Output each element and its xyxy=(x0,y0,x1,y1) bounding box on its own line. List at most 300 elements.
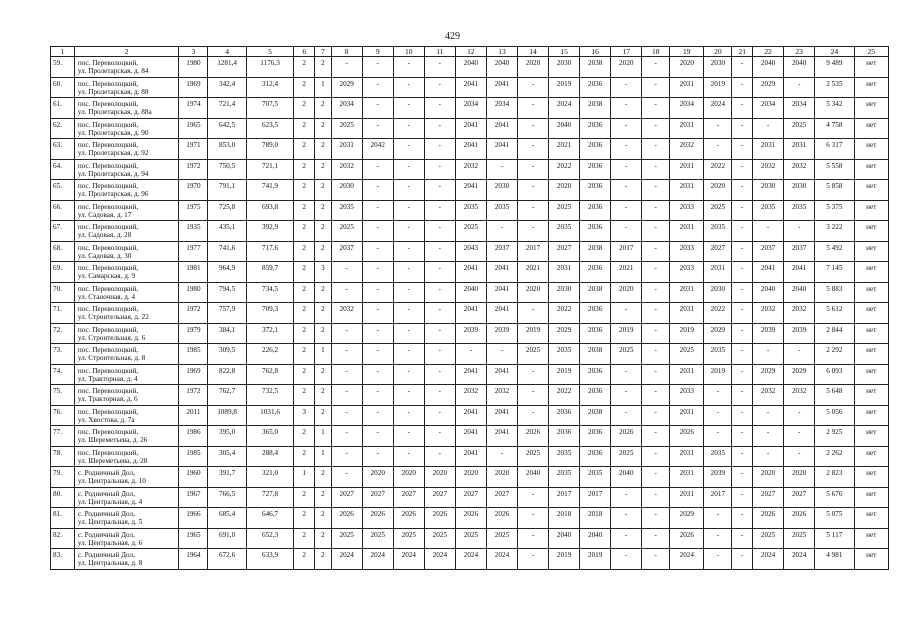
table-cell: - xyxy=(611,508,642,529)
table-cell: нет xyxy=(854,385,888,406)
table-cell: - xyxy=(784,77,815,98)
table-cell: - xyxy=(331,57,362,78)
table-cell: 2041 xyxy=(486,303,517,324)
table-cell: 2030 xyxy=(704,57,732,78)
table-cell: 2 xyxy=(315,282,332,303)
table-cell: 672,6 xyxy=(208,549,246,570)
building-address: с. Родничный Дол, ул. Центральная, д. 5 xyxy=(74,508,179,529)
table-cell: 2 xyxy=(315,118,332,139)
table-cell: 2033 xyxy=(670,241,704,262)
table-cell: 2 xyxy=(294,139,315,160)
table-cell: 2 xyxy=(294,446,315,467)
row-number: 83. xyxy=(51,549,75,570)
table-cell: 2040 xyxy=(753,57,784,78)
table-cell: - xyxy=(362,405,393,426)
column-number-22: 22 xyxy=(753,47,784,57)
building-address: пос. Переволоцкий, ул. Пролетарская, д. 88 xyxy=(74,77,179,98)
table-cell: - xyxy=(611,487,642,508)
table-cell: - xyxy=(362,241,393,262)
column-number-23: 23 xyxy=(784,47,815,57)
table-cell: 691,0 xyxy=(208,528,246,549)
table-cell: 2024 xyxy=(753,549,784,570)
table-cell: 2027 xyxy=(393,487,424,508)
table-cell: 2031 xyxy=(784,139,815,160)
table-cell: 2035 xyxy=(753,200,784,221)
table-cell: - xyxy=(393,241,424,262)
table-cell: 1980 xyxy=(179,282,208,303)
table-cell: 2035 xyxy=(331,200,362,221)
cost-cell: 5 056 xyxy=(815,405,854,426)
table-cell: 1970 xyxy=(179,180,208,201)
table-cell: 2029 xyxy=(549,323,580,344)
table-cell: 2038 xyxy=(580,282,611,303)
table-cell: 2024 xyxy=(331,549,362,570)
table-cell: - xyxy=(362,282,393,303)
table-cell: - xyxy=(732,446,753,467)
table-cell: 2024 xyxy=(424,549,455,570)
table-cell: 2019 xyxy=(518,323,549,344)
table-cell: 2019 xyxy=(704,364,732,385)
table-cell: 2020 xyxy=(753,467,784,488)
table-cell: 2029 xyxy=(704,323,732,344)
table-cell: 2037 xyxy=(784,241,815,262)
table-cell: - xyxy=(753,446,784,467)
table-cell: 1965 xyxy=(179,528,208,549)
table-cell: - xyxy=(393,139,424,160)
table-cell: 2039 xyxy=(784,323,815,344)
table-cell: 2 xyxy=(294,323,315,344)
table-cell: 2011 xyxy=(179,405,208,426)
table-cell: - xyxy=(518,200,549,221)
building-address: пос. Переволоцкий, ул. Пролетарская, д. 94 xyxy=(74,159,179,180)
table-cell: 2031 xyxy=(670,221,704,242)
table-cell: - xyxy=(611,139,642,160)
table-cell: - xyxy=(393,405,424,426)
table-cell: 2020 xyxy=(518,57,549,78)
building-address: пос. Переволоцкий, ул. Садовая, д. 17 xyxy=(74,200,179,221)
table-cell: 2 xyxy=(315,57,332,78)
table-cell: 693,8 xyxy=(246,200,294,221)
table-cell: 2041 xyxy=(486,118,517,139)
table-cell: 1972 xyxy=(179,159,208,180)
table-cell: - xyxy=(362,426,393,447)
table-cell: - xyxy=(331,323,362,344)
table-cell: - xyxy=(732,118,753,139)
table-cell: 2034 xyxy=(331,98,362,119)
table-cell: 2 xyxy=(294,118,315,139)
table-cell: - xyxy=(393,159,424,180)
table-row xyxy=(51,159,889,180)
table-cell: - xyxy=(424,282,455,303)
table-cell: - xyxy=(362,180,393,201)
table-cell: - xyxy=(732,77,753,98)
row-number: 65. xyxy=(51,180,75,201)
table-cell: 2 xyxy=(315,487,332,508)
table-cell: 2031 xyxy=(670,364,704,385)
table-cell: 2017 xyxy=(518,241,549,262)
table-cell: 2025 xyxy=(549,200,580,221)
table-cell: 2032 xyxy=(670,139,704,160)
table-cell: 741,6 xyxy=(208,241,246,262)
table-cell: 2041 xyxy=(455,118,486,139)
column-number-10: 10 xyxy=(393,47,424,57)
table-cell: 2020 xyxy=(362,467,393,488)
table-cell: 732,5 xyxy=(246,385,294,406)
table-cell: 1281,4 xyxy=(208,57,246,78)
table-cell: 2035 xyxy=(549,221,580,242)
table-cell: 2031 xyxy=(670,118,704,139)
building-address: с. Родничный Дол, ул. Центральная, д. 10 xyxy=(74,467,179,488)
table-cell: - xyxy=(486,344,517,365)
building-address: пос. Переволоцкий, ул. Строительная, д. 8 xyxy=(74,344,179,365)
table-row xyxy=(51,282,889,303)
table-cell: - xyxy=(642,385,670,406)
table-cell: - xyxy=(518,549,549,570)
table-cell: 312,4 xyxy=(246,77,294,98)
table-cell: 2024 xyxy=(393,549,424,570)
table-cell: - xyxy=(393,364,424,385)
table-cell: 2035 xyxy=(704,446,732,467)
table-cell: - xyxy=(362,303,393,324)
table-cell: - xyxy=(518,118,549,139)
table-cell: 2024 xyxy=(704,98,732,119)
table-cell: - xyxy=(518,159,549,180)
table-cell: - xyxy=(424,57,455,78)
table-cell: - xyxy=(424,241,455,262)
table-cell: - xyxy=(331,344,362,365)
table-cell: - xyxy=(732,364,753,385)
table-cell: - xyxy=(732,180,753,201)
table-cell: 1986 xyxy=(179,426,208,447)
table-cell: 2025 xyxy=(362,528,393,549)
table-cell: - xyxy=(393,426,424,447)
row-number: 71. xyxy=(51,303,75,324)
table-cell: нет xyxy=(854,344,888,365)
table-cell: - xyxy=(784,221,815,242)
table-cell: - xyxy=(704,139,732,160)
table-cell: 2027 xyxy=(424,487,455,508)
table-cell: - xyxy=(642,118,670,139)
table-cell: 2018 xyxy=(549,508,580,529)
table-cell: - xyxy=(642,344,670,365)
table-cell: - xyxy=(611,528,642,549)
building-address: пос. Переволоцкий, ул. Садовая, д. 28 xyxy=(74,221,179,242)
table-cell: 2022 xyxy=(549,159,580,180)
table-cell: 392,9 xyxy=(246,221,294,242)
table-cell: 633,9 xyxy=(246,549,294,570)
table-cell: - xyxy=(784,426,815,447)
table-row xyxy=(51,426,889,447)
table-cell: 2041 xyxy=(455,77,486,98)
housing-register-table xyxy=(50,46,889,570)
table-cell: - xyxy=(393,446,424,467)
building-address: с. Родничный Дол, ул. Центральная, д. 4 xyxy=(74,487,179,508)
table-cell: нет xyxy=(854,159,888,180)
table-cell: 2020 xyxy=(455,467,486,488)
building-address: пос. Переволоцкий, ул. Пролетарская, д. 92 xyxy=(74,139,179,160)
table-cell: 2 xyxy=(315,159,332,180)
table-cell: 2026 xyxy=(331,508,362,529)
table-cell: 2019 xyxy=(549,549,580,570)
cost-cell: 9 489 xyxy=(815,57,854,78)
building-address: пос. Переволоцкий, ул. Пролетарская, д. 96 xyxy=(74,180,179,201)
table-cell: - xyxy=(753,344,784,365)
cost-cell: 2 292 xyxy=(815,344,854,365)
table-cell: 2040 xyxy=(455,282,486,303)
table-cell: нет xyxy=(854,426,888,447)
table-cell: 2 xyxy=(294,282,315,303)
table-cell: 2020 xyxy=(611,282,642,303)
table-cell: 2041 xyxy=(486,77,517,98)
table-cell: - xyxy=(732,282,753,303)
table-cell: 2 xyxy=(294,262,315,283)
row-number: 63. xyxy=(51,139,75,160)
table-cell: - xyxy=(611,385,642,406)
cost-cell: 5 117 xyxy=(815,528,854,549)
table-cell: 2 xyxy=(315,200,332,221)
table-cell: - xyxy=(642,57,670,78)
table-cell: - xyxy=(753,405,784,426)
table-cell: 2 xyxy=(294,303,315,324)
table-cell: 2027 xyxy=(784,487,815,508)
table-row xyxy=(51,98,889,119)
table-cell: 1972 xyxy=(179,385,208,406)
column-number-21: 21 xyxy=(732,47,753,57)
table-cell: - xyxy=(611,77,642,98)
table-cell: - xyxy=(611,364,642,385)
table-cell: 2026 xyxy=(670,528,704,549)
table-cell: 2034 xyxy=(455,98,486,119)
table-cell: 2041 xyxy=(455,405,486,426)
table-cell: 2030 xyxy=(486,180,517,201)
row-number: 80. xyxy=(51,487,75,508)
table-cell: - xyxy=(393,118,424,139)
table-row xyxy=(51,77,889,98)
table-cell: - xyxy=(518,77,549,98)
row-number: 60. xyxy=(51,77,75,98)
table-cell: - xyxy=(642,221,670,242)
table-cell: - xyxy=(518,98,549,119)
table-cell: - xyxy=(704,528,732,549)
table-cell: 2040 xyxy=(580,528,611,549)
table-cell: 2 xyxy=(294,221,315,242)
table-cell: - xyxy=(362,77,393,98)
column-number-15: 15 xyxy=(549,47,580,57)
cost-cell: 2 535 xyxy=(815,77,854,98)
building-address: пос. Переволоцкий, ул. Строительная, д. 22 xyxy=(74,303,179,324)
table-cell: 2032 xyxy=(784,303,815,324)
table-cell: - xyxy=(642,159,670,180)
table-cell: 2040 xyxy=(549,528,580,549)
table-cell: - xyxy=(642,200,670,221)
row-number: 78. xyxy=(51,446,75,467)
table-cell: 2 xyxy=(315,303,332,324)
row-number: 68. xyxy=(51,241,75,262)
table-cell: 2040 xyxy=(784,57,815,78)
table-cell: 2041 xyxy=(486,405,517,426)
cost-cell: 3 222 xyxy=(815,221,854,242)
table-cell: 2035 xyxy=(549,344,580,365)
table-cell: - xyxy=(424,262,455,283)
table-cell: 2036 xyxy=(580,118,611,139)
table-cell: 762,8 xyxy=(246,364,294,385)
table-cell: - xyxy=(518,385,549,406)
table-cell: 1964 xyxy=(179,549,208,570)
table-cell: 2036 xyxy=(549,405,580,426)
table-cell: 2041 xyxy=(455,262,486,283)
table-cell: 2022 xyxy=(704,303,732,324)
table-cell: 789,0 xyxy=(246,139,294,160)
table-cell: 2 xyxy=(294,364,315,385)
table-cell: - xyxy=(732,323,753,344)
row-number: 77. xyxy=(51,426,75,447)
table-cell: 2025 xyxy=(784,118,815,139)
table-cell: 2035 xyxy=(784,200,815,221)
cost-cell: 4 981 xyxy=(815,549,854,570)
table-cell: 2026 xyxy=(670,426,704,447)
table-cell: 2038 xyxy=(580,57,611,78)
table-cell: 2019 xyxy=(549,77,580,98)
table-cell: 2027 xyxy=(486,487,517,508)
table-cell: 2019 xyxy=(704,77,732,98)
table-cell: 2027 xyxy=(455,487,486,508)
table-cell: нет xyxy=(854,528,888,549)
table-cell: 2036 xyxy=(580,77,611,98)
table-cell: 2024 xyxy=(549,98,580,119)
row-number: 64. xyxy=(51,159,75,180)
table-cell: - xyxy=(732,426,753,447)
table-cell: 2031 xyxy=(753,139,784,160)
table-cell: - xyxy=(362,446,393,467)
table-cell: 2021 xyxy=(518,262,549,283)
table-row xyxy=(51,262,889,283)
table-cell: 2027 xyxy=(704,241,732,262)
table-cell: - xyxy=(704,118,732,139)
table-cell: 2041 xyxy=(486,426,517,447)
table-cell: 2024 xyxy=(670,549,704,570)
table-cell: 2 xyxy=(294,98,315,119)
table-cell: 2034 xyxy=(784,98,815,119)
table-cell: 2035 xyxy=(455,200,486,221)
table-row xyxy=(51,323,889,344)
table-cell: - xyxy=(518,528,549,549)
table-cell: - xyxy=(611,549,642,570)
table-cell: 2030 xyxy=(753,180,784,201)
table-cell: - xyxy=(393,221,424,242)
table-cell: 2027 xyxy=(549,241,580,262)
table-cell: нет xyxy=(854,446,888,467)
table-cell: 2 xyxy=(315,323,332,344)
table-cell: 2025 xyxy=(331,221,362,242)
table-cell: 2 xyxy=(315,180,332,201)
table-cell: 2037 xyxy=(753,241,784,262)
table-cell: нет xyxy=(854,77,888,98)
table-cell: 2036 xyxy=(580,221,611,242)
table-cell: - xyxy=(642,241,670,262)
table-cell: 2035 xyxy=(486,200,517,221)
table-cell: 1971 xyxy=(179,139,208,160)
table-cell: - xyxy=(732,200,753,221)
table-cell: 2 xyxy=(315,549,332,570)
table-cell: - xyxy=(518,364,549,385)
table-cell: 2020 xyxy=(704,180,732,201)
table-cell: 750,5 xyxy=(208,159,246,180)
table-cell: нет xyxy=(854,323,888,344)
table-row xyxy=(51,118,889,139)
table-cell: - xyxy=(424,405,455,426)
table-cell: 2041 xyxy=(455,446,486,467)
table-cell: 2 xyxy=(315,221,332,242)
table-cell: - xyxy=(331,446,362,467)
table-cell: - xyxy=(732,262,753,283)
table-cell: - xyxy=(732,385,753,406)
table-cell: 288,4 xyxy=(246,446,294,467)
table-cell: 342,4 xyxy=(208,77,246,98)
table-cell: 623,5 xyxy=(246,118,294,139)
table-cell: - xyxy=(518,221,549,242)
table-cell: 2033 xyxy=(670,262,704,283)
table-cell: 2025 xyxy=(704,200,732,221)
table-cell: 2032 xyxy=(331,159,362,180)
table-cell: 3 xyxy=(315,262,332,283)
table-cell: 725,8 xyxy=(208,200,246,221)
table-cell: 2039 xyxy=(753,323,784,344)
table-cell: - xyxy=(611,221,642,242)
table-cell: 757,9 xyxy=(208,303,246,324)
table-row xyxy=(51,364,889,385)
table-cell: нет xyxy=(854,549,888,570)
table-cell: 2 xyxy=(315,364,332,385)
table-cell: - xyxy=(704,549,732,570)
table-cell: нет xyxy=(854,221,888,242)
table-cell: нет xyxy=(854,405,888,426)
table-cell: - xyxy=(732,405,753,426)
table-cell: - xyxy=(424,180,455,201)
table-cell: - xyxy=(642,282,670,303)
table-cell: - xyxy=(424,98,455,119)
table-cell: - xyxy=(362,57,393,78)
table-cell: - xyxy=(393,303,424,324)
table-cell: 2040 xyxy=(784,282,815,303)
table-cell: 2022 xyxy=(704,159,732,180)
table-cell: 435,1 xyxy=(208,221,246,242)
column-number-13: 13 xyxy=(486,47,517,57)
table-cell: 2036 xyxy=(580,323,611,344)
table-cell: 2038 xyxy=(580,241,611,262)
table-cell: 2034 xyxy=(670,98,704,119)
table-cell: - xyxy=(732,487,753,508)
column-number-14: 14 xyxy=(518,47,549,57)
table-cell: - xyxy=(518,303,549,324)
building-address: пос. Переволоцкий, ул. Шереметьева, д. 26 xyxy=(74,426,179,447)
table-cell: 2 xyxy=(315,405,332,426)
table-cell: 766,5 xyxy=(208,487,246,508)
table-cell: - xyxy=(642,303,670,324)
building-address: пос. Переволоцкий, ул. Строительная, д. 6 xyxy=(74,323,179,344)
table-cell: - xyxy=(393,98,424,119)
table-cell: - xyxy=(393,180,424,201)
table-cell: 2029 xyxy=(753,77,784,98)
building-address: с. Родничный Дол, ул. Центральная, д. 8 xyxy=(74,549,179,570)
table-row xyxy=(51,508,889,529)
table-cell: 2031 xyxy=(670,282,704,303)
table-cell: - xyxy=(424,344,455,365)
column-number-16: 16 xyxy=(580,47,611,57)
table-cell: 391,7 xyxy=(208,467,246,488)
table-cell: 1974 xyxy=(179,98,208,119)
table-cell: 2026 xyxy=(486,508,517,529)
table-cell: - xyxy=(642,323,670,344)
